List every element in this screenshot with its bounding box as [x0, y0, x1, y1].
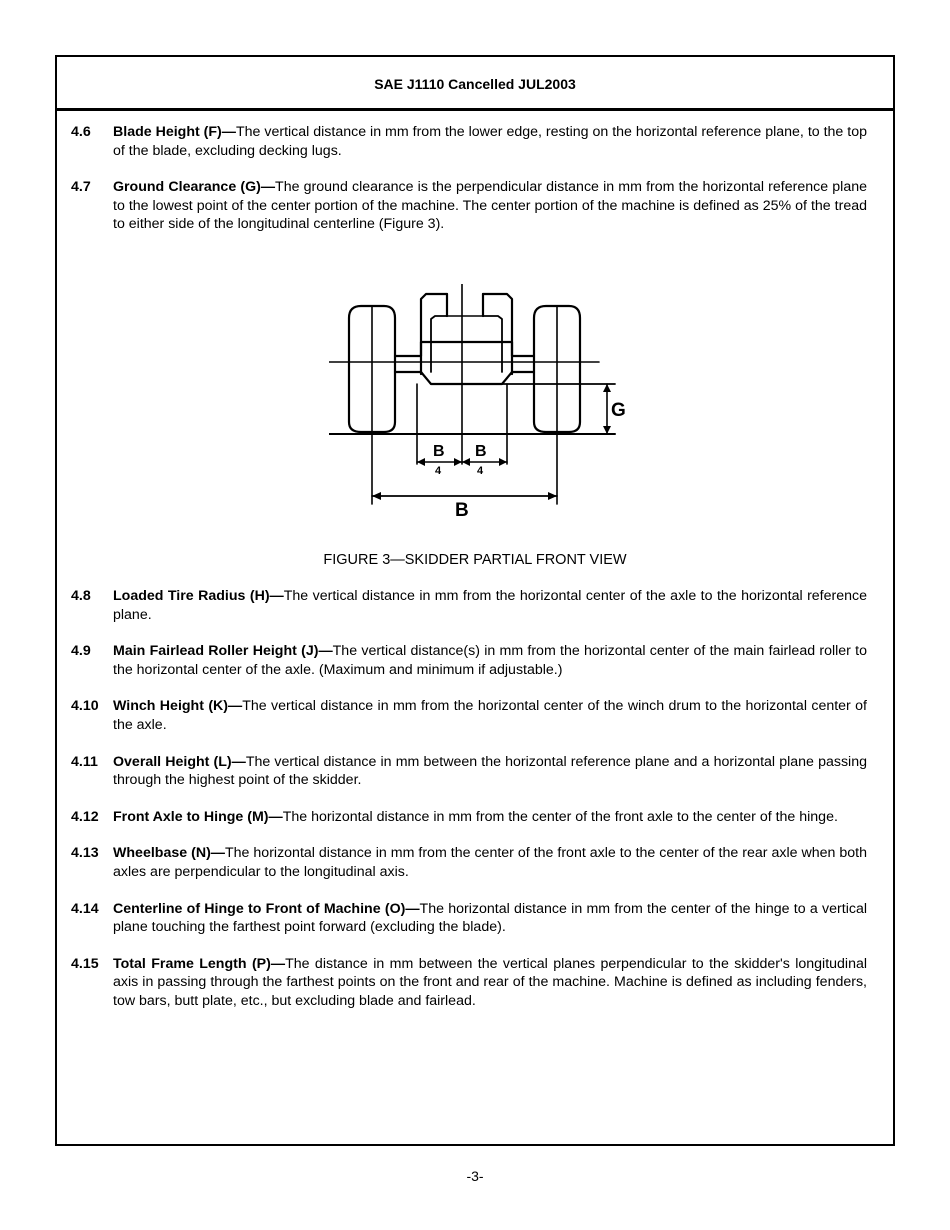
section-number: 4.12 [71, 808, 99, 825]
section-text: The horizontal distance in mm from the center of the front axle to the center of the rear axle when both axles are perpendicular to the longitudinal axis. [113, 845, 867, 880]
section-text: The horizontal distance in mm from the center of the hinge to a vertical plane touching the farthest point forward (excluding the blade). [113, 900, 867, 936]
section-title: Blade Height (F)— [113, 124, 236, 140]
section-text: The vertical distance in mm from the lower edge, resting on the horizontal reference plane, to the top of the blade, excluding decking lugs. [113, 124, 867, 159]
section-number: 4.13 [71, 845, 99, 862]
section-title: Ground Clearance (G)— [113, 179, 276, 196]
label-b-quarter-right-denominator: 4 [477, 464, 484, 477]
section-4-12 [57, 808, 893, 827]
section-text: The vertical distance in mm from the horizontal center of the winch drum to the horizontal center of the axle. [113, 698, 867, 733]
section-title: Centerline of Hinge to Front of Machine (O)— [113, 900, 420, 917]
label-b-quarter-right: B [475, 442, 487, 460]
section-4-11 [57, 753, 893, 790]
section-title: Wheelbase (N)— [113, 845, 225, 862]
section-4-13 [57, 844, 893, 881]
section-title: Winch Height (K)— [113, 698, 243, 715]
section-number: 4.8 [71, 587, 91, 604]
section-title: Main Fairlead Roller Height (J)— [113, 643, 333, 660]
section-4-7 [57, 178, 893, 234]
section-4-15 [57, 955, 893, 1011]
section-4-6 [57, 123, 893, 160]
section-title: Total Frame Length (P)— [113, 955, 286, 972]
section-number: 4.15 [71, 955, 99, 972]
label-b-quarter-left: B [433, 442, 445, 460]
section-text: The vertical distance in mm from the horizontal center of the axle to the horizontal reference plane. [113, 587, 868, 623]
label-g: G [611, 399, 626, 421]
axle-housing [395, 342, 534, 356]
section-number: 4.6 [71, 124, 91, 140]
section-number: 4.9 [71, 643, 91, 660]
section-text: The horizontal distance in mm from the center of the front axle to the center of the hinge. [282, 808, 838, 825]
section-number: 4.10 [71, 698, 99, 715]
section-text: The vertical distance(s) in mm from the horizontal center of the main fairlead roller to the horizontal center of the axle. (Maximum and minimum if adjustable.) [113, 643, 867, 678]
section-number: 4.14 [71, 900, 99, 917]
section-text: The vertical distance in mm between the horizontal reference plane and a horizontal plane passing through the highest point of the skidder. [113, 753, 867, 789]
section-title: Loaded Tire Radius (H)— [113, 587, 284, 604]
document-header [57, 57, 893, 111]
section-number: 4.7 [71, 179, 91, 196]
page-frame [55, 55, 895, 1146]
section-number: 4.11 [71, 753, 98, 770]
section-4-10 [57, 697, 893, 734]
label-b-quarter-left-denominator: 4 [435, 464, 442, 477]
section-4-8 [57, 587, 893, 624]
section-title: Front Axle to Hinge (M)— [113, 808, 283, 825]
section-4-9 [57, 642, 893, 679]
page-number: -3- [466, 1168, 484, 1184]
document-body [57, 114, 893, 1028]
section-4-14 [57, 900, 893, 937]
figure-caption: FIGURE 3—SKIDDER PARTIAL FRONT VIEW [323, 551, 627, 568]
section-text: The ground clearance is the perpendicular distance in mm from the horizontal reference plane to the lowest point of the center portion of the machine. The center portion of the machine is defined as 25% of the tread to either side of the longitudinal centerline (Figure 3). [113, 179, 867, 233]
figure-3 [57, 252, 893, 552]
label-b: B [455, 499, 469, 521]
section-title: Overall Height (L)— [113, 753, 246, 770]
skidder-front-view-diagram [329, 284, 629, 524]
section-text: The distance in mm between the vertical planes perpendicular to the skidder's longitudinal axis in passing through the farthest points on the front and rear of the machine. Machine is defined as including fenders, tow bars, butt plate, etc., but excluding blade and fairlead. [113, 955, 867, 1009]
document-title: SAE J1110 Cancelled JUL2003 [374, 76, 576, 92]
